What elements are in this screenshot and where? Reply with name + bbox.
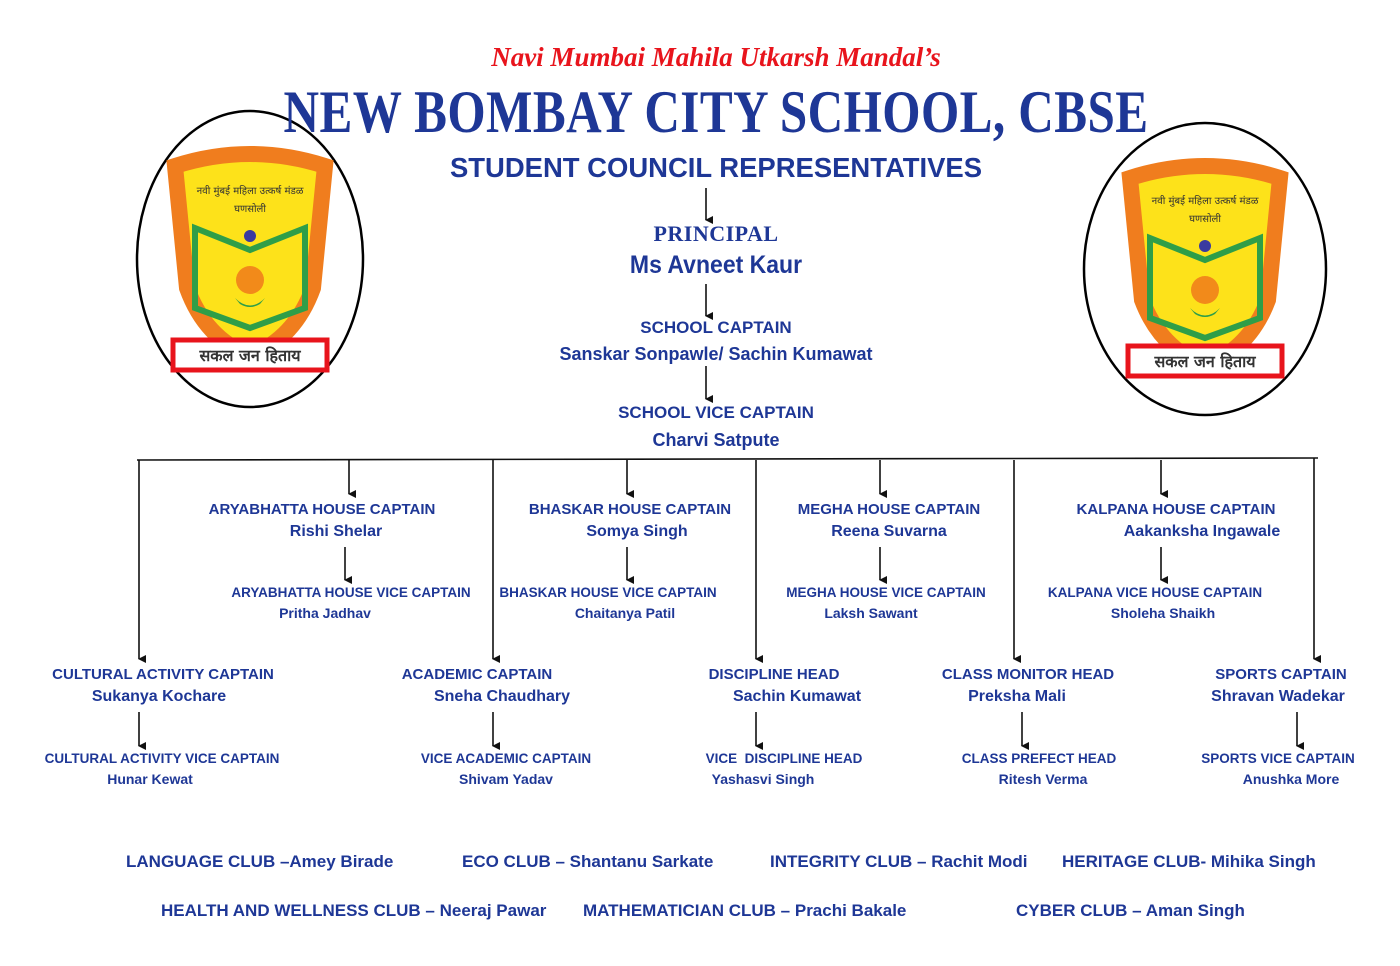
school-vice-captain-name: Charvi Satpute	[652, 430, 780, 450]
sports-captain-role: SPORTS CAPTAIN	[1215, 666, 1347, 683]
bhaskar-vice-name: Chaitanya Patil	[574, 605, 676, 621]
class-prefect-head-role: CLASS PREFECT HEAD	[961, 751, 1117, 766]
club-integrity: INTEGRITY CLUB – Rachit Modi	[770, 852, 1028, 871]
cultural-vice-name: Hunar Kewat	[107, 771, 193, 787]
academic-captain-name: Sneha Chaudhary	[433, 688, 571, 705]
club-cyber: CYBER CLUB – Aman Singh	[1016, 901, 1245, 920]
discipline-vice-role: VICE DISCIPLINE HEAD	[705, 751, 863, 766]
megha-vice-role: MEGHA HOUSE VICE CAPTAIN	[786, 585, 986, 600]
bhaskar-captain-role: BHASKAR HOUSE CAPTAIN	[528, 501, 732, 518]
megha-captain-role: MEGHA HOUSE CAPTAIN	[797, 501, 981, 518]
club-language: LANGUAGE CLUB –Amey Birade	[126, 852, 394, 871]
crest-sun-icon	[236, 266, 264, 294]
crest-place-text: घणसोली	[1189, 214, 1221, 225]
crest-top-text: नवी मुंबई महिला उत्कर्ष मंडळ	[1151, 196, 1259, 207]
crest-dot-icon	[1199, 240, 1211, 252]
class-prefect-head-name: Ritesh Verma	[998, 771, 1088, 787]
school-crest-left	[135, 108, 365, 410]
sports-vice-role: SPORTS VICE CAPTAIN	[1201, 751, 1355, 766]
principal-role: PRINCIPAL	[653, 221, 779, 246]
school-title: NEW BOMBAY CITY SCHOOL, CBSE	[283, 79, 1149, 145]
megha-vice-name: Laksh Sawant	[824, 605, 918, 621]
school-captain-role: SCHOOL CAPTAIN	[640, 318, 792, 337]
discipline-head-name: Sachin Kumawat	[732, 688, 862, 705]
crest-place-text: घणसोली	[234, 204, 266, 215]
cultural-vice-role: CULTURAL ACTIVITY VICE CAPTAIN	[44, 751, 280, 766]
club-heritage: HERITAGE CLUB- Mihika Singh	[1062, 852, 1316, 871]
tagline: Navi Mumbai Mahila Utkarsh Mandal’s	[491, 42, 941, 72]
crest-motto-text: सकल जन हिताय	[1154, 352, 1256, 371]
club-health-wellness: HEALTH AND WELLNESS CLUB – Neeraj Pawar	[161, 901, 547, 920]
aryabhatta-captain-role: ARYABHATTA HOUSE CAPTAIN	[208, 501, 436, 518]
academic-captain-role: ACADEMIC CAPTAIN	[401, 666, 553, 683]
council-subtitle: STUDENT COUNCIL REPRESENTATIVES	[449, 152, 983, 183]
crest-sun-icon	[1191, 276, 1219, 304]
discipline-vice-name: Yashasvi Singh	[711, 771, 815, 787]
school-captain-name: Sanskar Sonpawle/ Sachin Kumawat	[559, 344, 873, 364]
aryabhatta-vice-role: ARYABHATTA HOUSE VICE CAPTAIN	[231, 585, 471, 600]
school-crest-right	[1082, 120, 1328, 418]
kalpana-captain-role: KALPANA HOUSE CAPTAIN	[1076, 501, 1276, 518]
aryabhatta-captain-name: Rishi Shelar	[289, 523, 383, 540]
academic-vice-name: Shivam Yadav	[459, 771, 553, 787]
club-mathematician: MATHEMATICIAN CLUB – Prachi Bakale	[583, 901, 907, 920]
bhaskar-captain-name: Somya Singh	[586, 523, 688, 540]
sports-vice-name: Anushka More	[1242, 771, 1340, 787]
cultural-captain-role: CULTURAL ACTIVITY CAPTAIN	[52, 666, 274, 683]
kalpana-vice-name: Sholeha Shaikh	[1110, 605, 1216, 621]
kalpana-captain-name: Aakanksha Ingawale	[1123, 523, 1281, 540]
cultural-captain-name: Sukanya Kochare	[91, 688, 227, 705]
bhaskar-vice-role: BHASKAR HOUSE VICE CAPTAIN	[499, 585, 717, 600]
crest-motto-text: सकल जन हिताय	[199, 346, 301, 365]
academic-vice-role: VICE ACADEMIC CAPTAIN	[420, 751, 592, 766]
megha-captain-name: Reena Suvarna	[831, 523, 947, 540]
crest-dot-icon	[244, 230, 256, 242]
class-monitor-head-role: CLASS MONITOR HEAD	[941, 666, 1115, 683]
branch-horizontal-line	[137, 458, 1318, 460]
class-monitor-head-name: Preksha Mali	[968, 688, 1066, 705]
sports-captain-name: Shravan Wadekar	[1211, 688, 1345, 705]
discipline-head-role: DISCIPLINE HEAD	[708, 666, 840, 683]
aryabhatta-vice-name: Pritha Jadhav	[279, 605, 371, 621]
crest-top-text: नवी मुंबई महिला उत्कर्ष मंडळ	[196, 186, 304, 197]
school-vice-captain-role: SCHOOL VICE CAPTAIN	[618, 403, 814, 422]
club-eco: ECO CLUB – Shantanu Sarkate	[462, 852, 714, 871]
principal-name: Ms Avneet Kaur	[629, 251, 803, 279]
kalpana-vice-role: KALPANA VICE HOUSE CAPTAIN	[1047, 585, 1263, 600]
